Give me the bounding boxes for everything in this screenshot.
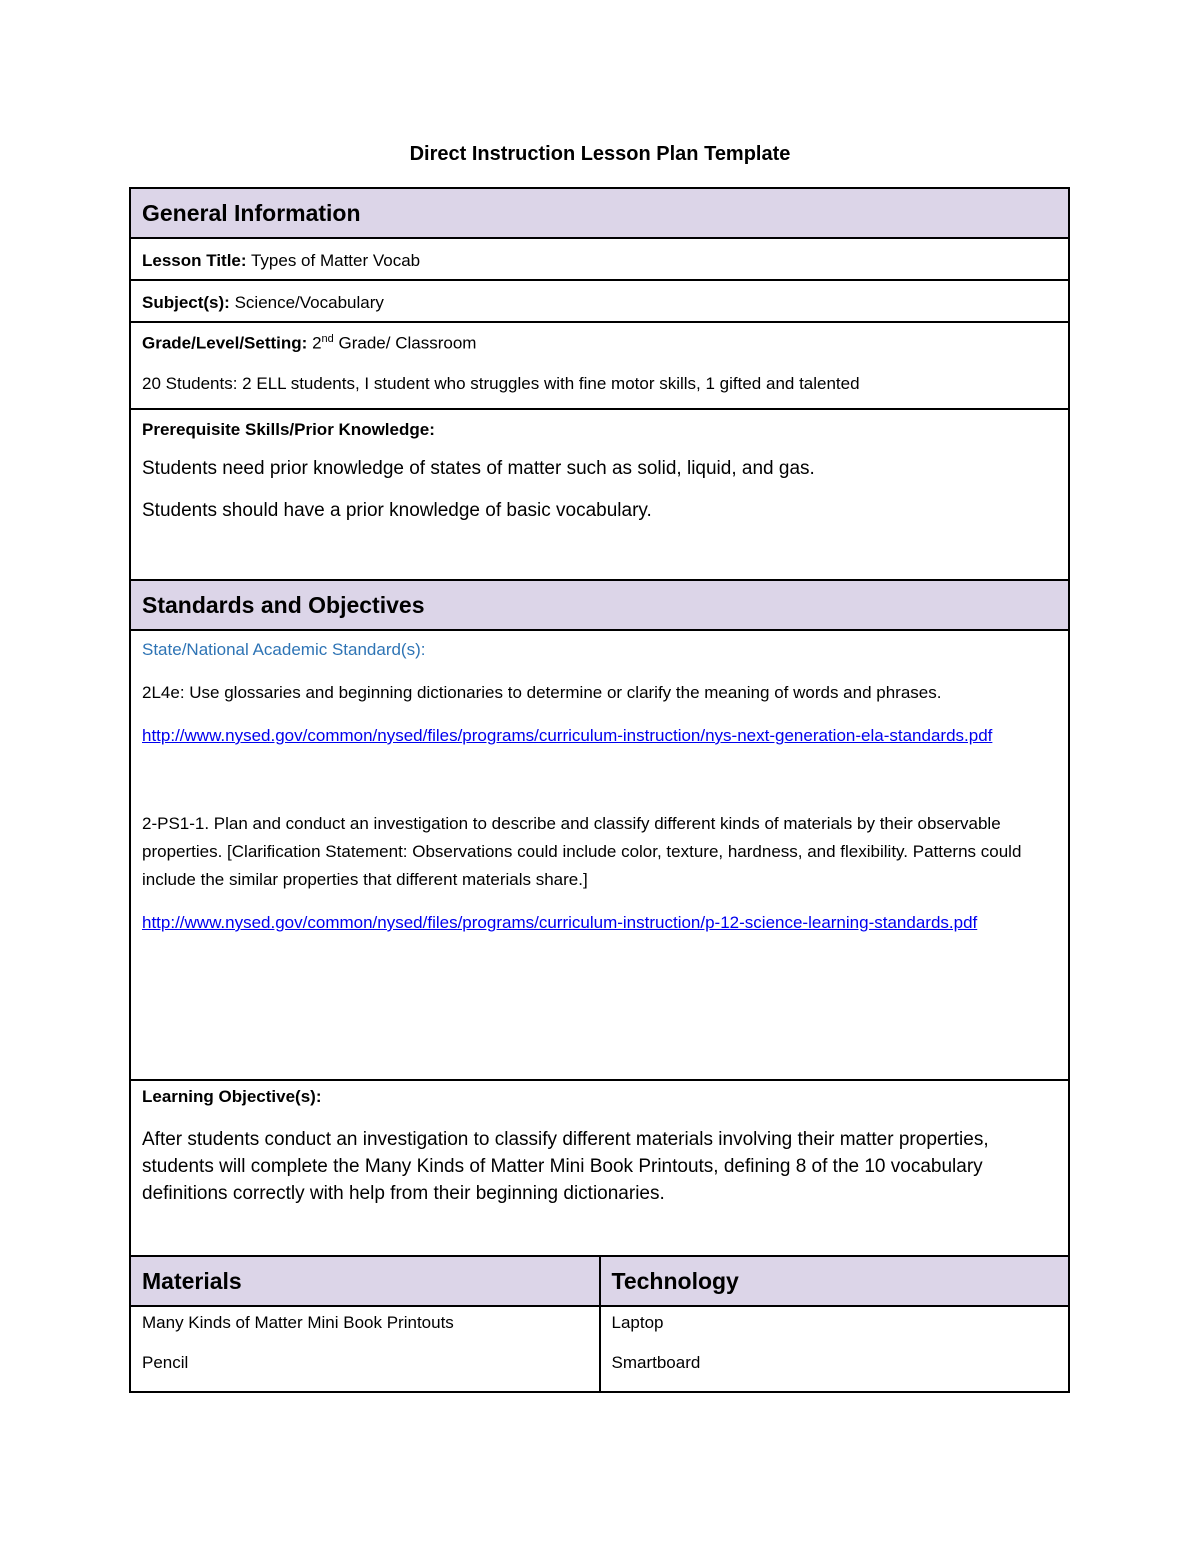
prerequisite-line-1: Students need prior knowledge of states of matter such as solid, liquid, and gas. <box>142 458 815 479</box>
learning-objectives-row <box>130 1080 1069 1256</box>
students-line: 20 Students: 2 ELL students, I student who struggles with fine motor skills, 1 gifted and talented <box>142 373 860 393</box>
standard-2-text: 2-PS1-1. Plan and conduct an investigation to describe and classify different kinds of materials by their observable properties. [Clarification Statement: Observations could include color, texture, hardness, and flexibility. Patterns could include the similar properties that different materials share.] <box>142 814 1022 889</box>
academic-standards-row <box>130 630 1069 1080</box>
section-heading: Standards and Objectives <box>142 592 425 618</box>
general-information-header <box>130 188 1069 238</box>
learning-objective-text: After students conduct an investigation to classify different materials involving their matter properties, students will complete the Many Kinds of Matter Mini Book Printouts, defining 8 of the 10 vocabulary definitions correctly with help from their beginning dictionaries. <box>142 1129 989 1204</box>
list-item: Many Kinds of Matter Mini Book Printouts <box>142 1313 454 1332</box>
standard-2-link[interactable]: http://www.nysed.gov/common/nysed/files/programs/curriculum-instruction/p-12-science-learning-standards.pdf <box>142 913 978 932</box>
prerequisite-line-2: Students should have a prior knowledge of basic vocabulary. <box>142 500 652 521</box>
standard-1-link[interactable]: http://www.nysed.gov/common/nysed/files/programs/curriculum-instruction/nys-next-generation-ela-standards.pdf <box>142 726 993 745</box>
lesson-plan-table <box>129 187 1070 1393</box>
lesson-title-row <box>130 238 1069 280</box>
prerequisite-label: Prerequisite Skills/Prior Knowledge: <box>142 420 435 439</box>
grade-rest: Grade/ Classroom <box>338 333 477 353</box>
list-item: Laptop <box>611 1313 664 1332</box>
section-heading: Technology <box>611 1268 739 1294</box>
section-heading: General Information <box>142 200 361 226</box>
prerequisite-skills-row <box>130 409 1069 580</box>
materials-header <box>130 1256 600 1306</box>
list-item: Smartboard <box>611 1353 701 1372</box>
learning-objective-label: Learning Objective(s): <box>142 1087 322 1106</box>
subject-label: Subject(s): <box>142 293 230 312</box>
list-item: Pencil <box>142 1353 189 1372</box>
document-title: Direct Instruction Lesson Plan Template <box>409 143 791 165</box>
standard-1-text: 2L4e: Use glossaries and beginning dictionaries to determine or clarify the meaning of words and phrases. <box>142 683 942 702</box>
grade-suffix: nd <box>321 333 334 345</box>
technology-header <box>600 1256 1070 1306</box>
subject-row <box>130 280 1069 322</box>
lesson-title-value: Types of Matter Vocab <box>250 251 421 270</box>
standards-label: State/National Academic Standard(s): <box>142 640 426 659</box>
section-heading: Materials <box>142 1268 242 1294</box>
materials-list <box>130 1306 600 1392</box>
lesson-title-label: Lesson Title: <box>142 251 247 270</box>
standards-objectives-header <box>130 580 1069 630</box>
grade-level-setting-row <box>130 322 1069 409</box>
technology-list <box>600 1306 1070 1392</box>
grade-label: Grade/Level/Setting: <box>142 333 308 353</box>
grade-number: 2 <box>312 333 322 353</box>
subject-value: Science/Vocabulary <box>234 293 384 312</box>
